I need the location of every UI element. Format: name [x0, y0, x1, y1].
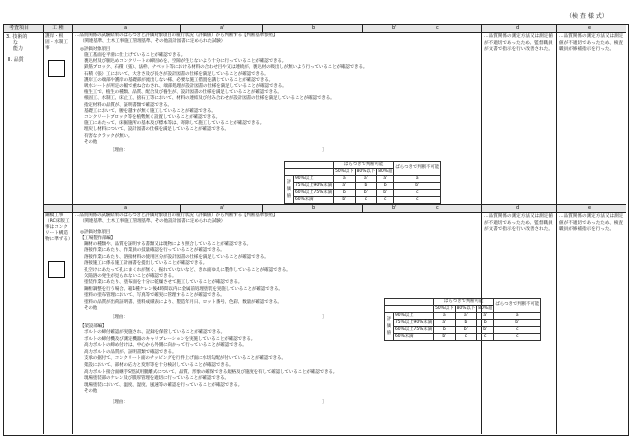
- section1-lead: …品質関係の試験結果のばらつきと評価対象項目の履行状況（評価値）から判断する【判断基準参照】: [75, 33, 278, 38]
- eval-item: 孔空けにあたって孔にまくれが無く、振れていないなど、きれ面ゆえに製作していることが確認できる。: [84, 267, 291, 273]
- eval-item: 鋼桁調整を行う場合、箱1種ケレン後4時間以内に金属前処理塗装を実施していることが確認できる。: [84, 286, 283, 292]
- section2-col-d-header: d: [516, 205, 520, 211]
- eval-item: 現場塗装において、温度、湿度、風速等の確認を行っていることが確認できる。: [84, 382, 243, 388]
- eval-row-label: 60%以上75%未満: [295, 189, 333, 195]
- item-number: 3. 技術的: [6, 34, 28, 40]
- eval-cell: b': [377, 190, 394, 197]
- eval-cell: b': [494, 320, 541, 327]
- item-line3: 能力: [13, 46, 24, 52]
- section2-header-row: [44, 205, 626, 212]
- col-kousa-header: 考査項目: [9, 25, 30, 31]
- eval-row-label: 60%未満: [394, 334, 434, 341]
- eval-item: 溶接作業にあたり、溶接材料の使用区分が設計図書の仕様を満足していることが確認できる。: [84, 254, 269, 260]
- eval-cell: a': [377, 176, 394, 183]
- section2-reason2: ［理由：: [110, 400, 128, 405]
- eval-item: 植生工で、植生の種類、品質、配合及び養生が、設計図書の仕様を満足していることが確認できる。: [84, 90, 282, 96]
- col-b2-header: b': [392, 25, 397, 31]
- eval-cell: a': [355, 176, 377, 183]
- eval-side: 評価値: [285, 176, 294, 204]
- eval-item: 塗料の塗布管理において、写真等で確実に管理することが確認できる。: [84, 293, 225, 299]
- eval-item: その他: [84, 306, 98, 311]
- eval-col2: 80%以下: [456, 305, 476, 311]
- section2-kouji-label: 鋼橋工事（RC床版工事はコンクリート構造物に準ずる）: [45, 213, 73, 242]
- eval-cell: b': [394, 183, 441, 190]
- section1-reason-end: ］: [322, 148, 327, 153]
- eval-corner2: [285, 169, 334, 176]
- eval-item: 欠陥溶の発生が見られないことが確認できる。: [84, 274, 177, 279]
- eval-cell: b: [455, 320, 477, 327]
- eval-head-nov: ばらつきで判断不可能: [394, 162, 441, 176]
- eval-cell: b: [377, 183, 394, 190]
- section2-reason-end: ］: [322, 315, 327, 320]
- eval-cell: c: [355, 197, 377, 204]
- eval-col3: 80%超: [478, 305, 493, 311]
- eval-item: その他: [84, 139, 98, 145]
- section2-col-b2-header: b': [392, 205, 397, 211]
- eval-item: 高力ボルトの締め付けは、中心から外側に向かって行っていることが確認できる。: [84, 343, 247, 349]
- eval-cell: c: [377, 197, 394, 204]
- eval-item: 根固工、水制工、床止工、捨石工等において、材料の連結及び付み合わせが設計図書の仕様を満足していることが確認できる。: [84, 96, 335, 102]
- item-sub: Ⅱ. 品質: [8, 57, 24, 63]
- section2-lead2: （関連基準、土木工事施工管理基準、その他設計図書に定められた試験）: [80, 219, 226, 224]
- section1-lead2: （関連基準、土木工事施工管理基準、その他設計図書に定められた試験）: [80, 39, 226, 44]
- section2-d-text: …品質関係の測定方法又は測定値が不適切であったため、監督職員が文書で指示を行い改善された。: [484, 214, 553, 233]
- eval-item: 有害なクラックが無い。: [84, 133, 133, 139]
- eval-corner: [385, 299, 434, 306]
- section2-col-a2-header: a': [220, 205, 225, 211]
- eval-item: 鉄筋ブロック、石積（張）、法枠、ナベット等における材料の合わせ目や又は連続が、裏込材の吸出しが無いよう行っていることが確認できる。: [84, 65, 368, 71]
- col-kouji-header: 工 種: [52, 25, 64, 31]
- eval-cell: c: [394, 197, 441, 204]
- eval-cell: b': [434, 334, 456, 341]
- eval-item: ボルトの締付確認が実施され、記録を保管していることが確認できる。: [84, 330, 225, 335]
- eval-item: 護岸工の端部や護岸の基礎部が流出しない様、必要な施工措置を講じていることが確認できる。: [84, 77, 274, 83]
- eval-item: 指定材料の品質が、証明書類で確認できる。: [84, 102, 172, 108]
- eval-item: その他: [84, 389, 98, 395]
- section2-e-text: …品質関係の測定方法又は測定値が不適切であったため、検査職員が修補指示を行った。: [559, 214, 624, 233]
- eval-row-label: 60%未満: [294, 197, 334, 204]
- eval-item: 架設において、部材の応力と変形等を十分検討していることが確認できる。: [84, 363, 234, 368]
- section1-checkbox[interactable]: [48, 60, 65, 77]
- eval-item: 支承の据付て、コンクリート面のチッピングを行件上げ面に水切勾配が付いていることが確認できる。: [84, 356, 286, 362]
- eval-item: 鋼材の種類や、品質を証明する書類又は現物により照合していることが確認できる。: [84, 242, 251, 247]
- eval-row-label: 90%以上: [394, 313, 434, 320]
- col-d-header: d: [516, 25, 520, 31]
- section2-col-b-header: b: [312, 205, 316, 211]
- eval-item: 埋戻し材料について、設計図書の仕様を満足していることが確認できる。: [84, 127, 229, 133]
- eval-cell: b: [355, 183, 377, 190]
- col-c-header: c: [436, 25, 439, 31]
- eval-item: 溶接施工に係る施工計画書を提出していることが確認できる。: [84, 261, 208, 267]
- eval-cell: a': [434, 320, 456, 327]
- col-e-header: e: [588, 25, 592, 31]
- col-a2-header: a': [220, 25, 225, 31]
- eval-cell: b: [434, 327, 456, 334]
- section2-eval-head: ◎評価対象項目: [80, 230, 111, 235]
- section1-e-text: …品質関係の測定方法又は測定値が不適切であったため、検査職員が修補指示を行った。: [559, 34, 624, 53]
- eval-cell: c: [477, 334, 494, 341]
- eval-col3: 80%超: [378, 168, 393, 174]
- eval-cell: c: [494, 327, 541, 334]
- section1-eval-table: [284, 161, 441, 204]
- eval-corner: [285, 162, 334, 169]
- section2-checkbox[interactable]: [48, 261, 65, 278]
- eval-item: 基礎工において、腰を越すが無く施工していることが確認できる。: [84, 108, 216, 114]
- section2-reason: ［理由：: [110, 315, 128, 320]
- section1-kouji-label: 護岸・根固・水制工事: [45, 34, 68, 51]
- col-b-header: b: [312, 25, 316, 31]
- eval-col1: 50%以下: [435, 305, 454, 311]
- section2-site-head: 【架設部編】: [80, 324, 107, 329]
- eval-item: 施工にあたって、床掘施所の基本及び標本等は、寄除して施工していることが確認できる。: [84, 121, 265, 127]
- form-type-label: （検 査 様 式）: [566, 13, 608, 20]
- section2-eval-table: [384, 298, 541, 341]
- eval-item: 塗料の品質が出荷証明書、塗料成績表により、製造年月日、ロット番号、色彩、数量が確認できる。: [84, 299, 282, 305]
- eval-side: 評価値: [385, 313, 394, 341]
- eval-item: 塗装作業にあたり、塗布面を十分に乾燥させて施工していることが確認できる。: [84, 280, 243, 286]
- eval-col1: 50%以下: [335, 168, 354, 174]
- col-a-header: a: [124, 25, 128, 31]
- eval-cell: a: [434, 313, 456, 320]
- eval-head-nov: ばらつきで判断不可能: [494, 299, 541, 313]
- eval-cell: a': [334, 183, 356, 190]
- eval-item: 高力ボルトの品質が、証明書類で確認できる。: [84, 349, 177, 355]
- eval-cell: a: [334, 176, 356, 183]
- eval-cell: a': [455, 313, 477, 320]
- section1-reason: ［理由：: [110, 148, 128, 153]
- eval-item: 溶接作業にあたり、作業員の技量確認を行っていることが確認できる。: [84, 248, 225, 254]
- eval-cell: c: [494, 334, 541, 341]
- eval-item: ボルトの締付機及び測定機器のキャリブレーションを実施していることが確認できる。: [84, 336, 256, 342]
- eval-corner2: [385, 306, 434, 313]
- eval-row-label: 75%以上90%未満: [295, 182, 333, 188]
- eval-head-var: ばらつきで判断可能: [434, 299, 494, 306]
- section2-col-a-header: a: [124, 205, 128, 211]
- eval-cell: b': [355, 190, 377, 197]
- item-line2: な: [13, 40, 19, 46]
- section2-lead: …品質関係の試験結果のばらつきと評価対象項目の履行状況（評価値）から判断する【判断基準参照】: [75, 213, 278, 218]
- eval-cell: c: [394, 190, 441, 197]
- eval-item: 高力ボルト接合面継手S型試用腿離式について、品質、形象の確保できる規格及び施度を有して確認していることが確認できる。: [84, 369, 338, 375]
- eval-cell: b': [477, 327, 494, 334]
- eval-item: 現場塗装部のケレン及び膜厚管理を適切に行っていることが確認できる。: [84, 376, 229, 382]
- section2-col-e-header: e: [588, 205, 592, 211]
- section1-d-text: …品質関係の測定方法又は測定値が不適切であったため、監督職員が文書で指示を行い改善された。: [484, 34, 553, 53]
- eval-item: 石積（張）工において、大きさ及び長さが設計図書の仕様を満足していることが確認できる。: [84, 71, 269, 77]
- eval-cell: b': [455, 327, 477, 334]
- section1-eval-head: ◎評価対象項目: [80, 47, 111, 52]
- eval-row-label: 90%以上: [294, 176, 334, 183]
- eval-cell: c: [455, 334, 477, 341]
- section2-shop-head: 【工場製作部編】: [80, 236, 116, 241]
- section2-col-c-header: c: [436, 205, 439, 211]
- section2-reason2-end: ］: [322, 400, 327, 405]
- eval-row-label: 75%以上90%未満: [395, 319, 433, 325]
- eval-cell: a': [477, 313, 494, 320]
- eval-cell: a: [494, 313, 541, 320]
- eval-head-var: ばらつきで判断可能: [334, 162, 394, 169]
- eval-cell: b: [477, 320, 494, 327]
- eval-item: 吸水シートが所定の幅で重ね合わされ、端部処理が設計図書の仕様を満足していることが確認できる。: [84, 84, 287, 89]
- eval-cell: b: [334, 190, 356, 197]
- eval-item: コンクリートブロック等を植勢無く設置していることが確認できる。: [84, 115, 220, 120]
- eval-row-label: 60%以上75%未満: [395, 326, 433, 332]
- eval-item: 裏込材及び胴込めコンクリートの締固めを、空隙が生じないよう十分に行っていることが確認できる。: [84, 59, 287, 65]
- eval-item: 施工基面を平滑に仕上げていることが確認できる。: [84, 53, 186, 58]
- eval-cell: b': [334, 197, 356, 204]
- eval-cell: a: [394, 176, 441, 183]
- eval-col2: 80%以下: [356, 168, 376, 174]
